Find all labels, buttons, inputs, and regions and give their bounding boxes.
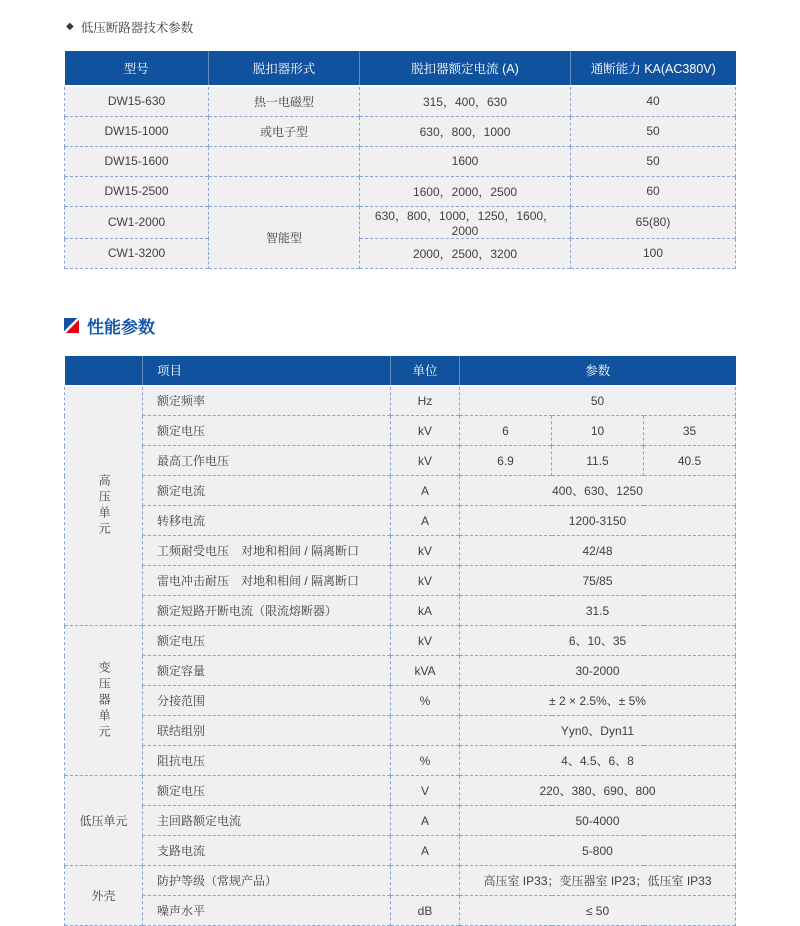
table-row [65, 716, 736, 746]
table-row [65, 146, 736, 176]
table-row [65, 626, 736, 656]
breaker-params-table [64, 51, 736, 269]
cell-item: 额定短路开断电流（限流熔断器） [143, 596, 391, 626]
cell-model: DW15-2500 [65, 176, 209, 206]
red-blue-square-icon [64, 318, 79, 333]
cell-unit: kA [391, 596, 460, 626]
cell-unit [391, 866, 460, 896]
cell-rated-current: 1600，2000，2500 [360, 176, 571, 206]
cell-param: 40.5 [644, 446, 736, 476]
cell-breaking-capacity: 60 [571, 176, 736, 206]
table-row [65, 776, 736, 806]
cell-item: 额定容量 [143, 656, 391, 686]
cell-rated-current: 315，400，630 [360, 86, 571, 116]
header-rated-current: 脱扣器额定电流 (A) [360, 51, 571, 86]
cell-model: DW15-1000 [65, 116, 209, 146]
section1-title-text: 低压断路器技术参数 [81, 18, 194, 36]
cell-param: 50-4000 [460, 806, 736, 836]
cell-param: 1200-3150 [460, 506, 736, 536]
cell-param: 6、10、35 [460, 626, 736, 656]
cell-rated-current: 630，800，1000，1250，1600，2000 [360, 206, 571, 238]
cell-param: 42/48 [460, 536, 736, 566]
cell-param: Yyn0、Dyn11 [460, 716, 736, 746]
cell-unit: kV [391, 566, 460, 596]
cell-param: 6 [460, 416, 552, 446]
table-row [65, 506, 736, 536]
cell-unit: A [391, 506, 460, 536]
cell-unit: kV [391, 626, 460, 656]
cell-unit: A [391, 806, 460, 836]
group-label-lv-unit: 低压单元 [65, 776, 143, 866]
diamond-icon: ◆ [66, 22, 74, 32]
cell-breaking-capacity: 100 [571, 238, 736, 268]
table-row [65, 866, 736, 896]
table-row [65, 836, 736, 866]
table-row [65, 596, 736, 626]
cell-param: 10 [552, 416, 644, 446]
group-label-hv-unit: 高压单元 [65, 386, 143, 626]
cell-item: 雷电冲击耐压 对地和相间 / 隔离断口 [143, 566, 391, 596]
cell-param: 75/85 [460, 566, 736, 596]
cell-param: 6.9 [460, 446, 552, 476]
cell-param: 31.5 [460, 596, 736, 626]
cell-unit: Hz [391, 386, 460, 416]
table-row [65, 476, 736, 506]
cell-item: 额定电压 [143, 626, 391, 656]
group-label-enclosure: 外壳 [65, 866, 143, 926]
cell-param: 30-2000 [460, 656, 736, 686]
cell-item: 分接范围 [143, 686, 391, 716]
cell-param: 11.5 [552, 446, 644, 476]
cell-trip-type: 或电子型 [209, 116, 360, 146]
cell-unit: A [391, 836, 460, 866]
cell-item: 最高工作电压 [143, 446, 391, 476]
table-row [65, 896, 736, 926]
cell-model: DW15-1600 [65, 146, 209, 176]
table-row [65, 238, 736, 268]
table-row [65, 566, 736, 596]
cell-param: 5-800 [460, 836, 736, 866]
header-group [65, 356, 143, 386]
header-unit: 单位 [391, 356, 460, 386]
performance-params-table [64, 356, 736, 926]
cell-unit: kVA [391, 656, 460, 686]
cell-param: 50 [460, 386, 736, 416]
cell-item: 支路电流 [143, 836, 391, 866]
cell-unit: dB [391, 896, 460, 926]
cell-model: CW1-2000 [65, 206, 209, 238]
cell-param: 高压室 IP33；变压器室 IP23；低压室 IP33 [460, 866, 736, 896]
cell-model: CW1-3200 [65, 238, 209, 268]
header-param: 参数 [460, 356, 736, 386]
table-row [65, 656, 736, 686]
cell-unit: kV [391, 446, 460, 476]
cell-param: 4、4.5、6、8 [460, 746, 736, 776]
cell-rated-current: 2000，2500，3200 [360, 238, 571, 268]
cell-breaking-capacity: 50 [571, 146, 736, 176]
section1-title [66, 18, 736, 36]
cell-param: ± 2 × 2.5%、± 5% [460, 686, 736, 716]
cell-item: 噪声水平 [143, 896, 391, 926]
table-row [65, 446, 736, 476]
cell-trip-type: 智能型 [209, 206, 360, 268]
cell-unit: kV [391, 416, 460, 446]
cell-rated-current: 1600 [360, 146, 571, 176]
cell-item: 转移电流 [143, 506, 391, 536]
cell-param: 35 [644, 416, 736, 446]
table-row [65, 806, 736, 836]
table-row [65, 206, 736, 238]
cell-item: 额定频率 [143, 386, 391, 416]
header-breaking-capacity: 通断能力 KA(AC380V) [571, 51, 736, 86]
cell-item: 额定电流 [143, 476, 391, 506]
table-row [65, 746, 736, 776]
cell-breaking-capacity: 40 [571, 86, 736, 116]
header-model: 型号 [65, 51, 209, 86]
cell-param: 400、630、1250 [460, 476, 736, 506]
cell-breaking-capacity: 65(80) [571, 206, 736, 238]
header-item: 项目 [143, 356, 391, 386]
cell-unit: A [391, 476, 460, 506]
section2-title-text: 性能参数 [87, 313, 155, 338]
cell-item: 额定电压 [143, 776, 391, 806]
table-row [65, 686, 736, 716]
cell-unit [391, 716, 460, 746]
cell-item: 阻抗电压 [143, 746, 391, 776]
table-row [65, 536, 736, 566]
cell-trip-type: 热一电磁型 [209, 86, 360, 116]
cell-param: 220、380、690、800 [460, 776, 736, 806]
cell-item: 防护等级（常规产品） [143, 866, 391, 896]
table-row [65, 416, 736, 446]
cell-breaking-capacity: 50 [571, 116, 736, 146]
table-row [65, 86, 736, 116]
table-row [65, 176, 736, 206]
cell-item: 主回路额定电流 [143, 806, 391, 836]
group-label-transformer-unit: 变压器单元 [65, 626, 143, 776]
cell-trip-type [209, 176, 360, 206]
cell-model: DW15-630 [65, 86, 209, 116]
cell-item: 联结组别 [143, 716, 391, 746]
table-header-row [65, 51, 736, 86]
section2-title [64, 313, 736, 338]
header-trip-type: 脱扣器形式 [209, 51, 360, 86]
cell-unit: % [391, 686, 460, 716]
cell-rated-current: 630，800，1000 [360, 116, 571, 146]
table-row [65, 116, 736, 146]
cell-unit: % [391, 746, 460, 776]
table-row [65, 386, 736, 416]
cell-param: ≤ 50 [460, 896, 736, 926]
cell-unit: kV [391, 536, 460, 566]
table-header-row [65, 356, 736, 386]
cell-item: 工频耐受电压 对地和相间 / 隔离断口 [143, 536, 391, 566]
cell-unit: V [391, 776, 460, 806]
cell-trip-type [209, 146, 360, 176]
cell-item: 额定电压 [143, 416, 391, 446]
